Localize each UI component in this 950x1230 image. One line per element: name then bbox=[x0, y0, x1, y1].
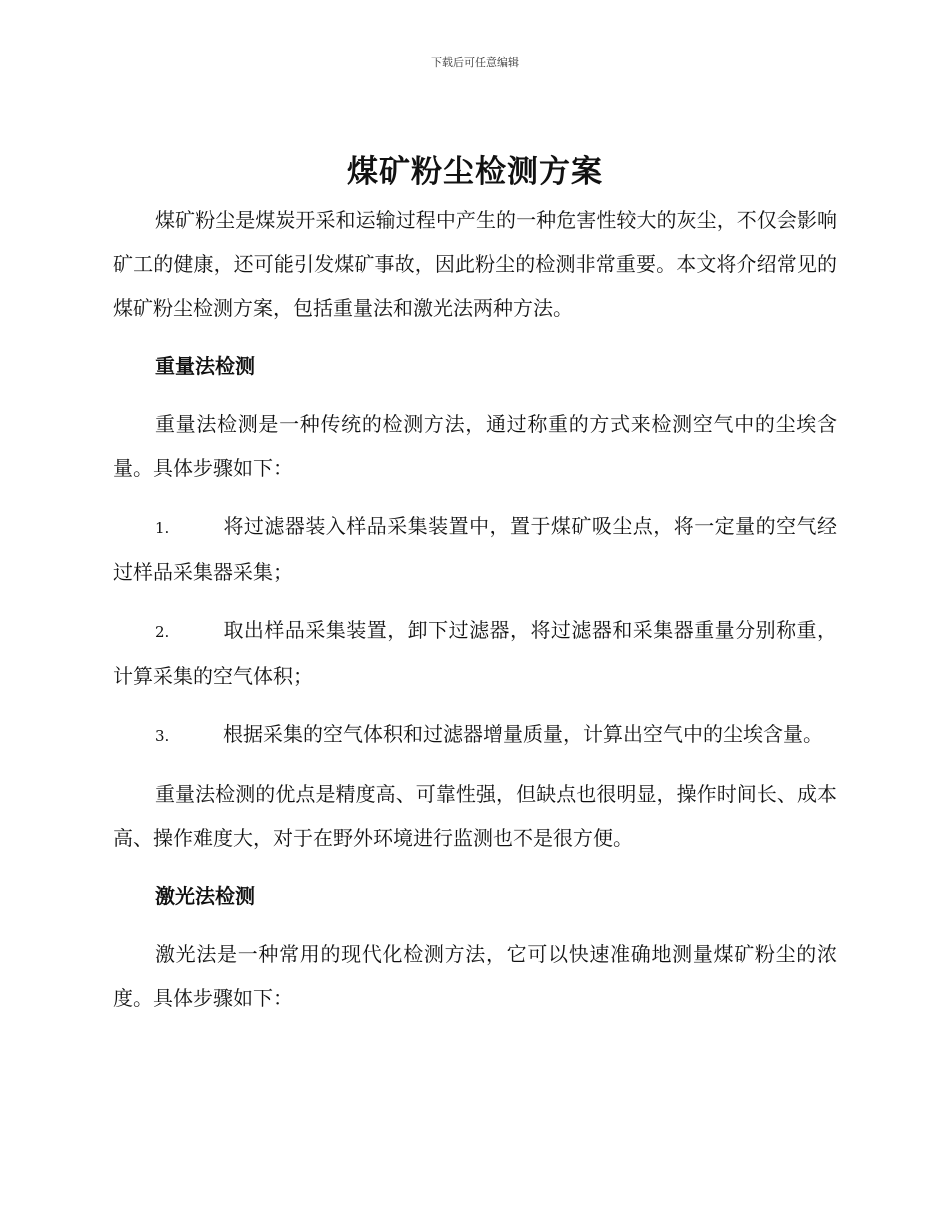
step-number: 3. bbox=[155, 727, 170, 745]
step-number: 1. bbox=[155, 519, 170, 537]
step-item-1 bbox=[113, 504, 837, 594]
document-body bbox=[113, 146, 837, 1020]
step-item-3 bbox=[113, 712, 837, 758]
document-title: 煤矿粉尘检测方案 bbox=[347, 154, 603, 190]
gravimetric-summary-paragraph: 重量法检测的优点是精度高、可靠性强，但缺点也很明显，操作时间长、成本高、操作难度大，对于在野外环境进行监测也不是很方便。 bbox=[113, 782, 837, 850]
step-number: 2. bbox=[155, 623, 170, 641]
page-header: 下载后可任意编辑 bbox=[431, 56, 519, 69]
step-item-2 bbox=[113, 608, 837, 698]
step-text: 取出样品采集装置，卸下过滤器，将过滤器和采集器重量分别称重，计算采集的空气体积； bbox=[113, 618, 837, 688]
laser-intro-paragraph: 激光法是一种常用的现代化检测方法，它可以快速准确地测量煤矿粉尘的浓度。具体步骤如下： bbox=[113, 942, 837, 1010]
step-text: 将过滤器装入样品采集装置中，置于煤矿吸尘点，将一定量的空气经过样品采集器采集； bbox=[113, 514, 837, 584]
gravimetric-intro-paragraph: 重量法检测是一种传统的检测方法，通过称重的方式来检测空气中的尘埃含量。具体步骤如下： bbox=[113, 412, 837, 480]
section-heading-gravimetric: 重量法检测 bbox=[155, 354, 255, 378]
step-text: 根据采集的空气体积和过滤器增量质量，计算出空气中的尘埃含量。 bbox=[223, 722, 823, 746]
section-heading-laser: 激光法检测 bbox=[155, 884, 255, 908]
intro-paragraph: 煤矿粉尘是煤炭开采和运输过程中产生的一种危害性较大的灰尘，不仅会影响矿工的健康，还可能引发煤矿事故，因此粉尘的检测非常重要。本文将介绍常见的煤矿粉尘检测方案，包括重量法和激光法两种方法。 bbox=[113, 208, 837, 320]
